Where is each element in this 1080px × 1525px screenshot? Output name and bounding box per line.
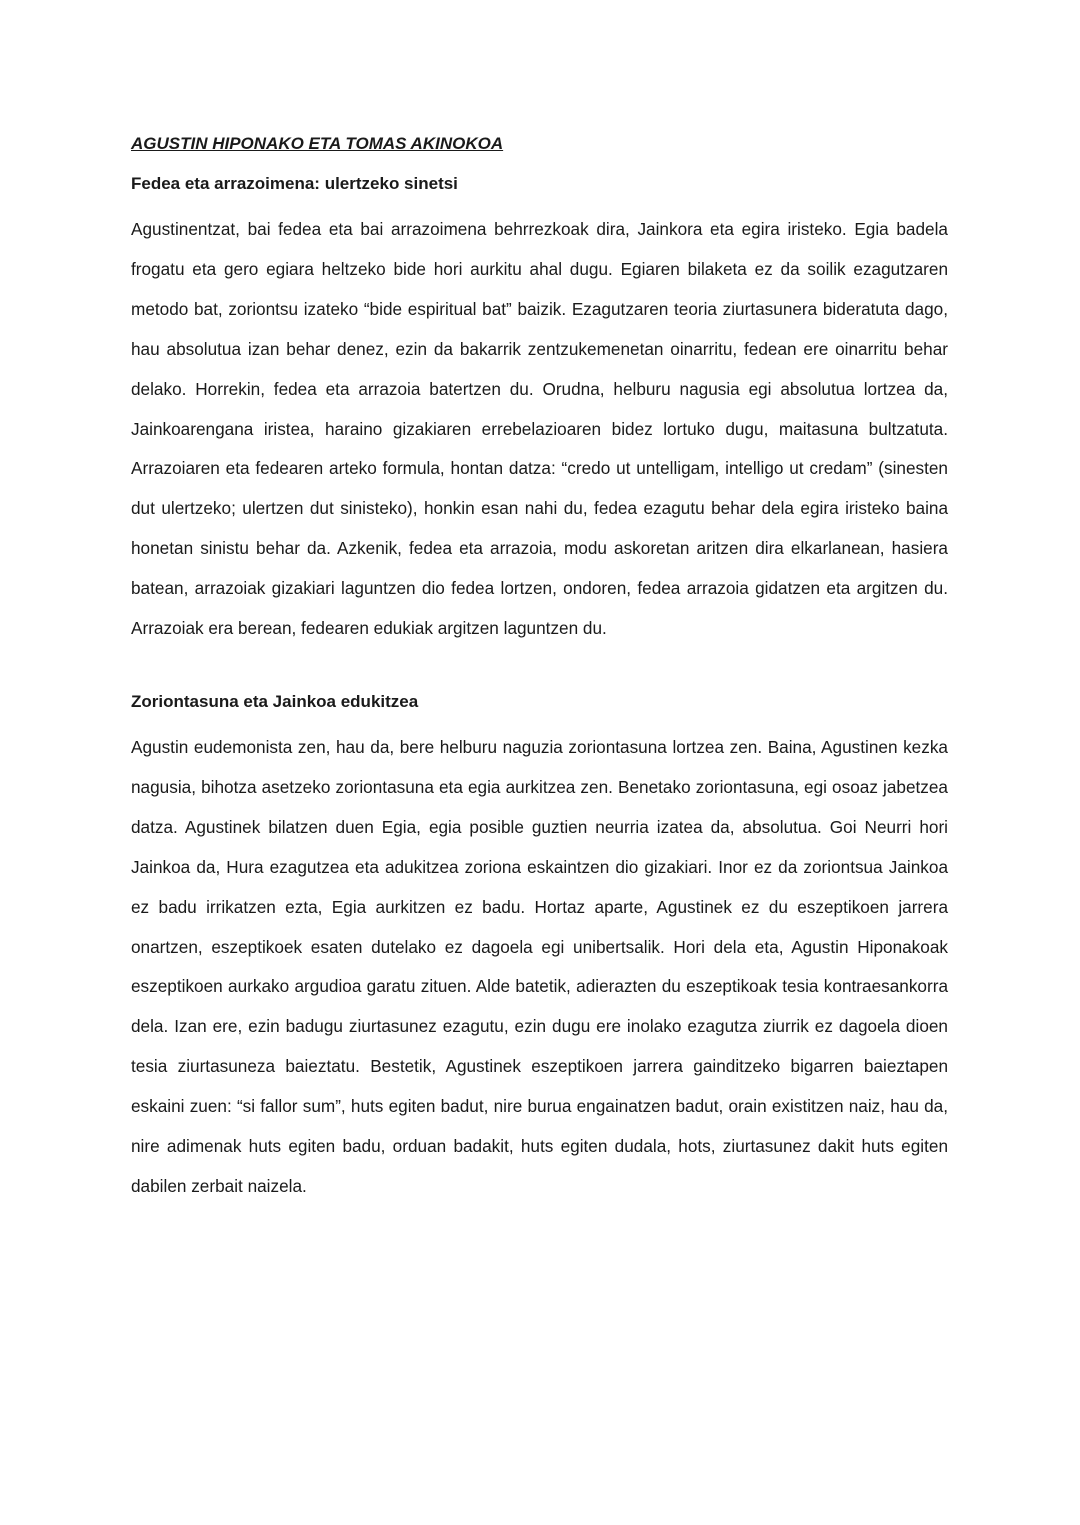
section-paragraph: Agustin eudemonista zen, hau da, bere helburu naguzia zoriontasuna lortzea zen. Baina, Agustinen kezka nagusia, bihotza asetzeko zoriontasuna eta egia aurkitzea zen. Benetako zoriontasuna, egi osoaz jabetzea datza. Agustinek bilatzen duen Egia, egia posible guztien neurria izatea da, absolutua. Goi Neurri hori Jainkoa da, Hura ezagutzea eta adukitzea zoriona eskaintzen dio gizakiari. Inor ez da zoriontsua Jainkoa ez badu irrikatzen ezta, Egia aurkitzen ez badu. Hortaz aparte, Agustinek ez du eszeptikoen jarrera onartzen, eszeptikoek esaten dutelako ez dagoela egi unibertsalik. Hori dela eta, Agustin Hiponakoak eszeptikoen aurkako argudioa garatu zituen. Alde batetik, adierazten du eszeptikoak tesia kontraesankorra dela. Izan ere, ezin badugu ziurtasunez ezagutu, ezin dugu ere inolako ezagutza ziurrik ez dagoela dioen tesia ziurtasuneza baieztatu. Bestetik, Agustinek eszeptikoen jarrera gainditzeko bigarren baieztapen eskaini zuen: “si fallor sum”, huts egiten badut, nire burua engainatzen badut, orain existitzen naiz, hau da, nire adimenak huts egiten badu, orduan badakit, huts egiten dudala, hots, ziurtasunez dakit huts egiten dabilen zerbait naizela. bbox=[131, 736, 948, 1196]
section-spacer bbox=[131, 649, 948, 688]
section-happiness-and-god bbox=[131, 688, 948, 1207]
section-faith-and-reason bbox=[131, 170, 948, 649]
section-heading: Zoriontasuna eta Jainkoa edukitzea bbox=[131, 691, 419, 711]
section-paragraph: Agustinentzat, bai fedea eta bai arrazoimena behrrezkoak dira, Jainkora eta egira iristeko. Egia badela frogatu eta gero egiara heltzeko bide hori aurkitu ahal dugu. Egiaren bilaketa ez da soilik ezagutzaren metodo bat, zoriontsu izateko “bide espiritual bat” baizik. Ezagutzaren teoria ziurtasunera bideratuta dago, hau absolutua izan behar denez, ezin da bakarrik zentzukemenetan oinarritu, fedean ere oinarritu behar delako. Horrekin, fedea eta arrazoia batertzen du. Orudna, helburu nagusia egi absolutua lortzea da, Jainkoarengana iristea, haraino gizakiaren errebelazioaren bidez lortuko dugu, maitasuna bultzatuta. Arrazoiaren eta fedearen arteko formula, hontan datza: “credo ut untelligam, intelligo ut credam” (sinesten dut ulertzeko; ulertzen dut sinisteko), honkin esan nahi du, fedea ezagutu behar dela egira iristeko baina honetan sinistu behar da. Azkenik, fedea eta arrazoia, modu askoretan aritzen dira elkarlanean, hasiera batean, arrazoiak gizakiari laguntzen dio fedea lortzen, ondoren, fedea arrazoia gidatzen eta argitzen du. Arrazoiak era berean, fedearen edukiak argitzen laguntzen du. bbox=[131, 219, 948, 639]
section-heading: Fedea eta arrazoimena: ulertzeko sinetsi bbox=[131, 174, 458, 193]
document-title: AGUSTIN HIPONAKO ETA TOMAS AKINOKOA bbox=[131, 134, 504, 153]
document-page bbox=[131, 130, 948, 1207]
